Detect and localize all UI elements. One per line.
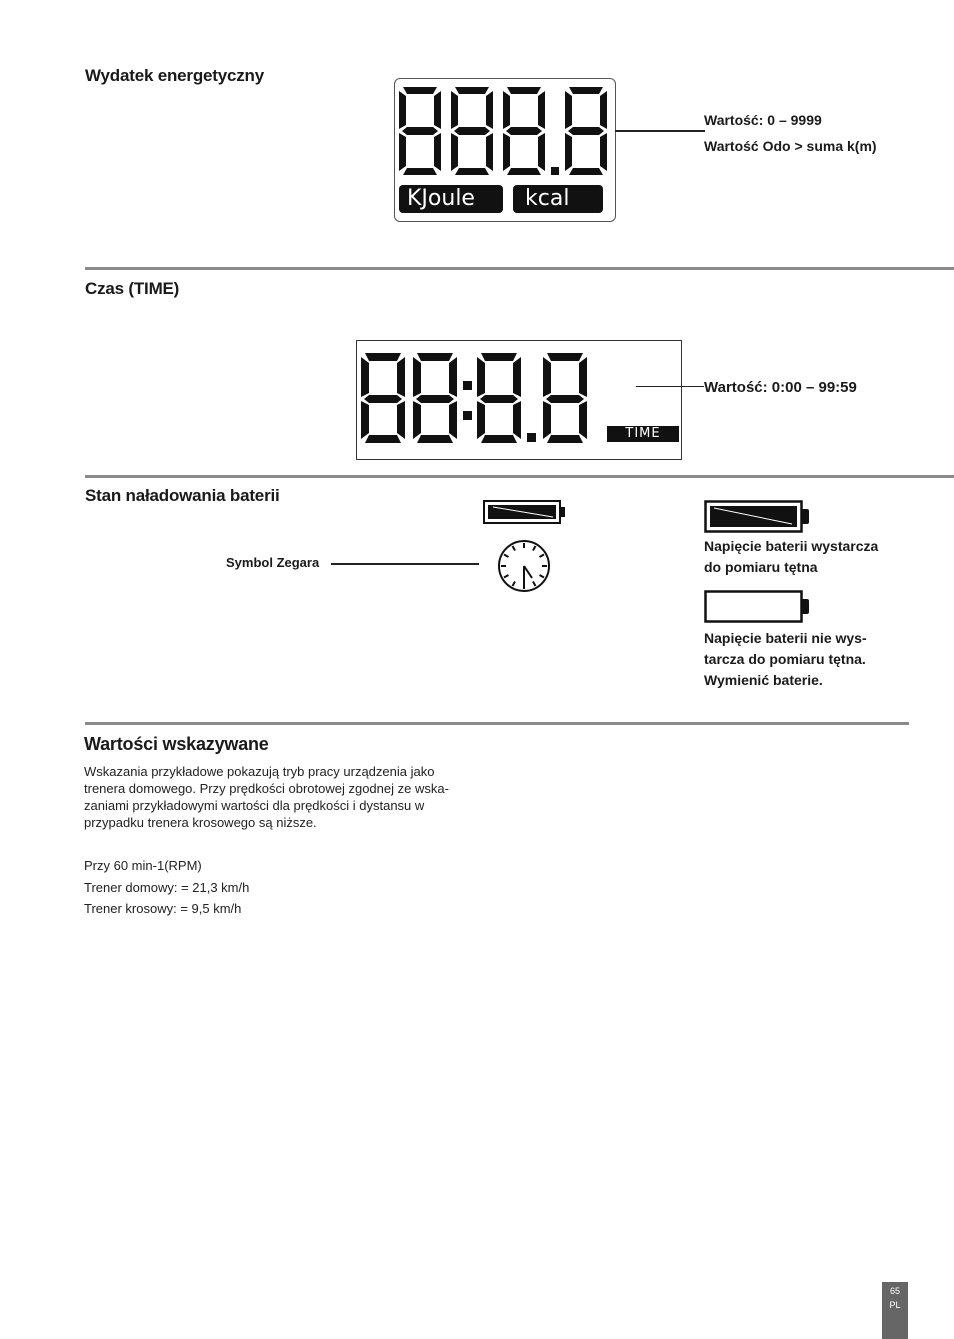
rpm-line: Przy 60 min-1(RPM) (84, 858, 202, 873)
cross-trainer-speed: Trener krosowy: = 9,5 km/h (84, 901, 242, 916)
section-divider (85, 475, 954, 478)
battery-low-text (704, 628, 867, 691)
battery-section-title: Stan naładowania baterii (85, 486, 280, 505)
battery-ok-line: Napięcie baterii wystarcza (704, 538, 879, 554)
speed-examples (84, 855, 249, 920)
values-section-title: Wartości wskazywane (84, 734, 269, 754)
paragraph-line: zaniami przykładowymi wartości dla prędkości i dystansu w (84, 798, 425, 813)
home-trainer-speed: Trener domowy: = 21,3 km/h (84, 879, 250, 895)
values-paragraph (84, 763, 504, 831)
time-section-title: Czas (TIME) (85, 279, 180, 298)
battery-low-line: Napięcie baterii nie wys- (704, 630, 867, 646)
time-lcd-display (356, 340, 682, 460)
kcal-unit-label: kcal (513, 185, 603, 213)
energy-section-title: Wydatek energetyczny (85, 66, 264, 85)
battery-ok-icon (704, 500, 810, 534)
battery-empty-icon (704, 590, 810, 624)
time-badge-label: TIME (607, 426, 679, 442)
page-language: PL (889, 1300, 901, 1310)
paragraph-line: przypadku trenera krosowego są niższe. (84, 815, 317, 830)
kjoule-unit-label: KJoule (399, 185, 503, 213)
energy-value-range: Wartość: 0 – 9999 (704, 112, 822, 128)
battery-full-icon (483, 500, 565, 525)
paragraph-line: Wskazania przykładowe pokazują tryb pracy urządzenia jako (84, 764, 435, 779)
battery-low-line: Wymienić baterie. (704, 672, 823, 688)
time-value-range: Wartość: 0:00 – 99:59 (704, 379, 857, 396)
page-number: 65 (889, 1286, 900, 1296)
clock-icon (496, 538, 552, 594)
battery-ok-text (704, 536, 878, 578)
energy-value-odo: Wartość Odo > suma k(m) (704, 138, 877, 154)
section-divider (85, 267, 954, 270)
battery-ok-line: do pomiaru tętna (704, 559, 818, 575)
battery-low-line: tarcza do pomiaru tętna. (704, 651, 866, 667)
section-divider (85, 722, 909, 725)
clock-symbol-label: Symbol Zegara (226, 555, 320, 570)
energy-callout-line (615, 130, 705, 132)
time-callout-line (636, 386, 704, 387)
page-tab (882, 1282, 908, 1339)
paragraph-line: trenera domowego. Przy prędkości obrotowej zgodnej ze wska- (84, 781, 449, 796)
clock-callout-line (331, 563, 479, 565)
energy-lcd-display (394, 78, 616, 222)
